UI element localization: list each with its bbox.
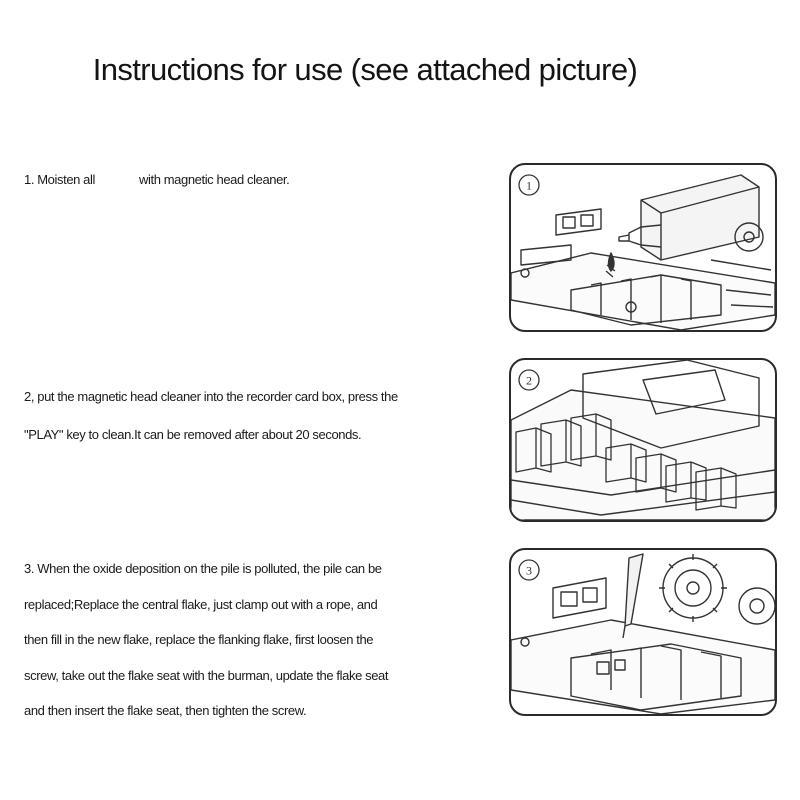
step-1-text-end: with magnetic head cleaner.: [139, 172, 290, 187]
illustration-1: [509, 163, 777, 332]
step-3-line: then fill in the new flake, replace the flanking flake, first loosen the: [24, 632, 374, 647]
step-1-badge: [519, 175, 539, 195]
step-3-line: and then insert the flake seat, then tighten the screw.: [24, 703, 307, 718]
cleaner-illustration: [511, 165, 775, 330]
step-1-badge-number: 1: [526, 178, 532, 193]
step-1-text: [24, 172, 494, 187]
flake-seat-illustration: [511, 550, 775, 714]
step-3-line: screw, take out the flake seat with the burman, update the flake seat: [24, 667, 389, 683]
play-keys-illustration: [511, 360, 775, 520]
step-2-text: [24, 378, 494, 454]
step-2-line: 2, put the magnetic head cleaner into the recorder card box, press the: [24, 389, 398, 404]
step-2-line: "PLAY" key to clean.It can be removed after about 20 seconds.: [24, 427, 362, 442]
step-3-badge: [519, 560, 539, 580]
step-3-badge-number: 3: [526, 563, 532, 578]
page-title: Instructions for use (see attached picture): [92, 52, 638, 87]
illustration-2: [509, 358, 777, 522]
step-2-badge: [519, 370, 539, 390]
illustration-3: [509, 548, 777, 716]
step-2-badge-number: 2: [526, 373, 532, 388]
step-3-text: [24, 551, 494, 729]
step-3-line: 3. When the oxide deposition on the pile is polluted, the pile can be: [24, 561, 382, 576]
gear-shape: [659, 554, 727, 622]
step-1-text-start: 1. Moisten all: [24, 172, 95, 187]
step-3-line: replaced;Replace the central flake, just clamp out with a rope, and: [24, 596, 378, 612]
